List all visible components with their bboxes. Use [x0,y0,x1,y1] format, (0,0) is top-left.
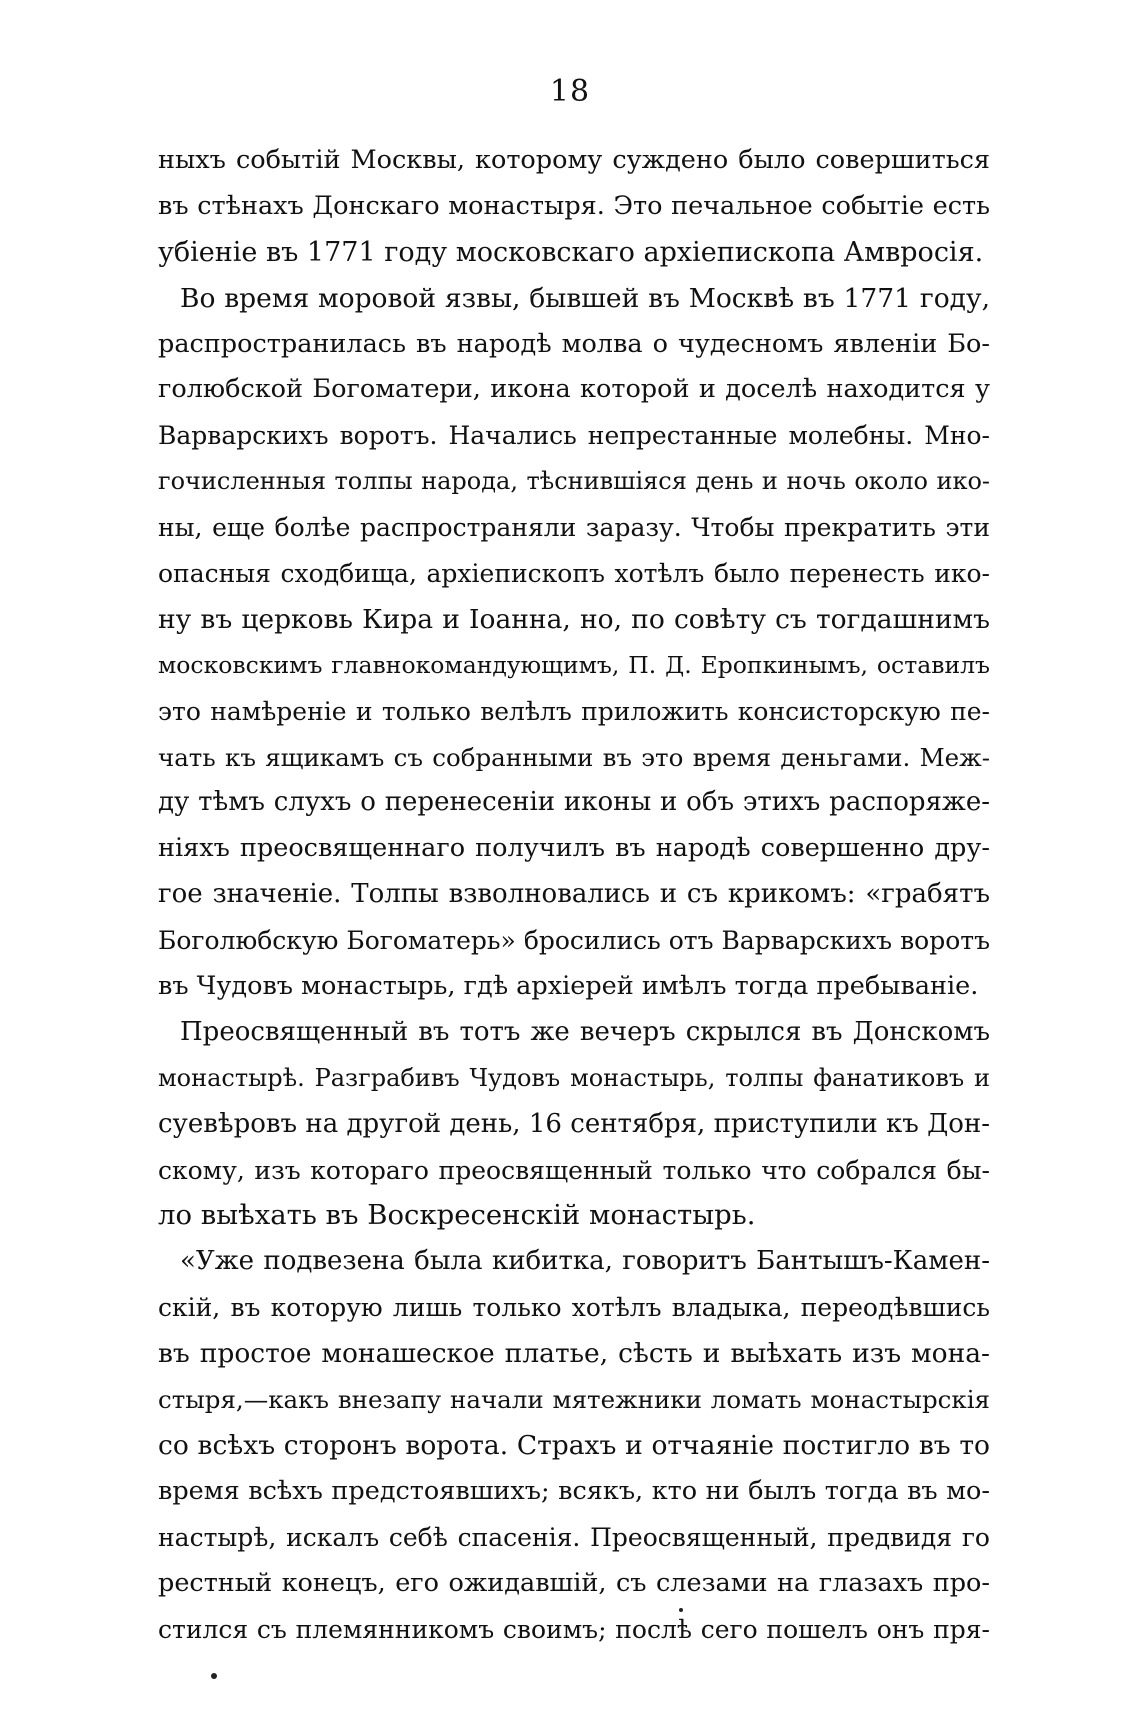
text-line: Варварскихъ воротъ. Начались непрестанные молебны. Мно- [158,421,990,451]
scan-speck [211,1673,217,1679]
scan-speck [679,1608,683,1612]
text-line: стился съ племянникомъ своимъ; послѣ сего пошелъ онъ пря- [158,1614,990,1644]
text-line: распространилась въ народѣ молва о чудесномъ явленіи Бо- [158,328,990,359]
text-line: ніяхъ преосвященнаго получилъ въ народѣ совершенно дру- [158,833,990,864]
text-line: скому, изъ котораго преосвященный только что собрался бы- [158,1155,990,1185]
text-line: въ Чудовъ монастырь, гдѣ архіерей имѣлъ тогда пребываніе. [158,971,979,1002]
text-line: въ стѣнахъ Донскаго монастыря. Это печальное событіе есть [158,190,990,221]
text-line: скій, въ которую лишь только хотѣлъ владыка, переодѣвшись [158,1293,990,1323]
text-line: въ простое монашеское платье, сѣсть и выѣхать изъ мона- [158,1338,990,1370]
body-text [158,138,990,1652]
text-line: «Уже подвезена была кибитка, говоритъ Бантышъ-Камен- [180,1246,990,1277]
text-line: опасныя сходбища, архіепископъ хотѣлъ было перенесть ико- [158,559,990,589]
text-line: голюбской Богоматери, икона которой и доселѣ находится у [158,374,990,405]
text-line: ду тѣмъ слухъ о перенесеніи иконы и объ этихъ распоряже- [158,787,990,818]
text-line: суевѣровъ на другой день, 16 сентября, приступили къ Дон- [158,1108,990,1139]
text-line: чать къ ящикамъ съ собранными въ это время деньгами. Меж- [158,742,990,772]
text-line: рестный конецъ, его ожидавшій, съ слезами на глазахъ про- [158,1567,990,1598]
text-line: ло выѣхать въ Воскресенскій монастырь. [158,1199,756,1232]
page-number: 18 [549,74,591,109]
text-line: это намѣреніе и только велѣлъ приложить консисторскую пе- [158,696,990,726]
text-line: ну въ церковь Кира и Іоанна, но, по совѣту съ тогдашнимъ [158,603,990,635]
text-line: Во время моровой язвы, бывшей въ Москвѣ въ 1771 году, [180,282,990,314]
text-line: гочисленныя толпы народа, тѣснившіяся день и ночь около ико- [158,467,990,496]
text-line: Преосвященный въ тотъ же вечеръ скрылся въ Донскомъ [180,1016,990,1047]
text-line: ныхъ событій Москвы, которому суждено было совершиться [158,145,990,175]
text-line: ны, еще болѣе распространяли заразу. Чтобы прекратить эти [158,513,990,543]
text-line: со всѣхъ сторонъ ворота. Страхъ и отчаяніе постигло въ то [158,1429,990,1461]
text-line: гое значеніе. Толпы взволновались и съ крикомъ: «грабятъ [158,879,990,910]
text-line: монастырѣ. Разграбивъ Чудовъ монастырь, толпы фанатиковъ и [158,1063,990,1092]
text-line: московскимъ главнокомандующимъ, П. Д. Еропкинымъ, оставилъ [158,650,990,679]
text-line: время всѣхъ предстоявшихъ; всякъ, кто ни былъ тогда въ мо- [158,1475,990,1506]
text-line: Боголюбскую Богоматерь» бросились отъ Варварскихъ воротъ [158,926,990,956]
text-line: стыря,—какъ внезапу начали мятежники ломать монастырскія [158,1385,990,1415]
text-line: настырѣ, искалъ себѣ спасенія. Преосвященный, предвидя го [158,1522,990,1552]
text-line: убіеніе въ 1771 году московскаго архіепископа Амвросія. [158,236,984,268]
